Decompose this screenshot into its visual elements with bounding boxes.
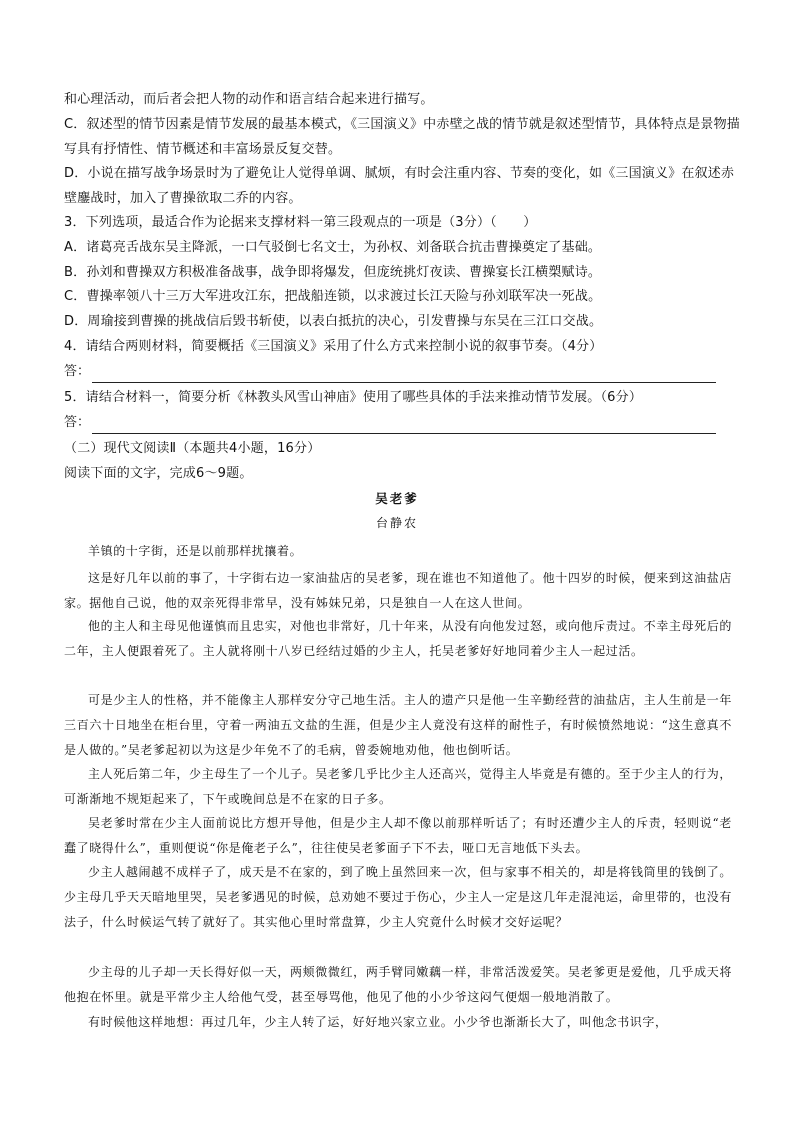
- story-paragraph: 羊镇的十字街，还是以前那样扰攘着。: [88, 544, 303, 558]
- story-paragraph: 这是好几年以前的事了，十字街右边一家油盐店的吴老爹，现在谁也不知道他了。他十四岁的时候，便来到这油盐店家。据他自己说，他的双亲死得非常早，没有姊妹兄弟，只是独自一人在这人世间。: [64, 571, 732, 610]
- question-5-answer-area[interactable]: [64, 412, 724, 436]
- story-paragraph: 少主人越闹越不成样子了，成天是不在家的，到了晚上虽然回来一次，但与家事不相关的，却是将钱筒里的钱倒了。少主母几乎天天暗地里哭，吴老爹遇见的时候，总劝她不要过于伤心，少主人一定是这几年走混沌运，命里带的，也没有法子，什么时候运气转了就好了。其实他心里时常盘算，少主人究竟什么时候才交好运呢？: [64, 865, 732, 929]
- answer-label: 答：: [64, 415, 91, 430]
- story-paragraph: 吴老爹时常在少主人面前说比方想开导他，但是少主人却不像以前那样听话了；有时还遭少主人的斥责，轻则说“老蠢了晓得什么”，重则便说“你是俺老子么”，往往使吴老爹面子下不去，哑口无言地低下头去。: [64, 816, 732, 855]
- question-3-option-c: C．曹操率领八十三万大军进攻江东，把战船连锁，以求渡过长江天险与孙刘联军决一死战。: [64, 289, 602, 304]
- question-3-stem: 3．下列选项，最适合作为论据来支撑材料一第三段观点的一项是（3分）（ ）: [64, 215, 537, 230]
- question-4-answer-area[interactable]: [64, 361, 724, 385]
- question-3-option-b: B．孙刘和曹操双方积极准备战事，战争即将爆发，但庞统挑灯夜读、曹操宴长江横槊赋诗。: [64, 265, 602, 280]
- question-3-option-a: A．诸葛亮舌战东吴主降派，一口气驳倒七名文士，为孙权、刘备联合抗击曹操奠定了基础。: [64, 240, 602, 255]
- option-d: D．小说在描写战争场景时为了避免让人觉得单调、腻烦，有时会注重内容、节奏的变化，如《三国演义》在叙述赤壁鏖战时，加入了曹操欲取二乔的内容。: [64, 166, 735, 206]
- answer-line: [92, 433, 716, 434]
- option-b-continuation: 和心理活动，而后者会把人物的动作和语言结合起来进行描写。: [64, 92, 434, 107]
- option-c: C．叙述型的情节因素是情节发展的最基本模式，《三国演义》中赤壁之战的情节就是叙述型情节，具体特点是景物描写具有抒情性、情节概述和丰富场景反复交替。: [64, 117, 740, 157]
- story-author: 台静农: [375, 516, 418, 530]
- story-paragraph: 他的主人和主母见他谨慎而且忠实，对他也非常好，几十年来，从没有向他发过怒，或向他斥责过。不幸主母死后的二年，主人便跟着死了。主人就将刚十八岁已经结过婚的少主人，托吴老爹好好地同着少主人一起过活。: [64, 619, 732, 658]
- reading-instruction: 阅读下面的文字，完成6～9题。: [64, 466, 253, 481]
- story-paragraph: 主人死后第二年，少主母生了一个儿子。吴老爹几乎比少主人还高兴，觉得主人毕竟是有德的。至于少主人的行为，可渐渐地不规矩起来了，下午或晚间总是不在家的日子多。: [64, 767, 732, 806]
- question-4-stem: 4．请结合两则材料，简要概括《三国演义》采用了什么方式来控制小说的叙事节奏。（4分）: [64, 339, 603, 354]
- story-paragraph: 少主母的儿子却一天长得好似一天，两颊微微红，两手臂同嫩藕一样，非常活泼爱笑。吴老爹更是爱他，几乎成天将他抱在怀里。就是平常少主人给他气受，甚至辱骂他，他见了他的小少爷这闷气便烟一般地消散了。: [64, 965, 732, 1004]
- answer-line: [92, 382, 716, 383]
- story-title: 吴老爹: [375, 491, 419, 506]
- question-3-option-d: D．周瑜接到曹操的挑战信后毁书斩使，以表白抵抗的决心，引发曹操与东吴在三江口交战。: [64, 314, 603, 329]
- story-paragraph: 可是少主人的性格，并不能像主人那样安分守己地生活。主人的遗产只是他一生辛勤经营的油盐店，主人生前是一年三百六十日地坐在柜台里，守着一两油五文盐的生涯，但是少主人竟没有这样的耐性子，有时候愤然地说：“这生意真不是人做的。”吴老爹起初以为这是少年免不了的毛病，曾委婉地劝他，他也倒听话。: [64, 693, 732, 757]
- story-paragraph: 有时候他这样地想：再过几年，少主人转了运，好好地兴家立业。小少爷也渐渐长大了，叫他念书识字，: [88, 1015, 668, 1029]
- section-heading: （二）现代文阅读Ⅱ（本题共4小题，16分）: [64, 441, 321, 456]
- answer-label: 答：: [64, 364, 91, 379]
- question-5-stem: 5．请结合材料一，简要分析《林教头风雪山神庙》使用了哪些具体的手法来推动情节发展。（6分）: [64, 390, 643, 405]
